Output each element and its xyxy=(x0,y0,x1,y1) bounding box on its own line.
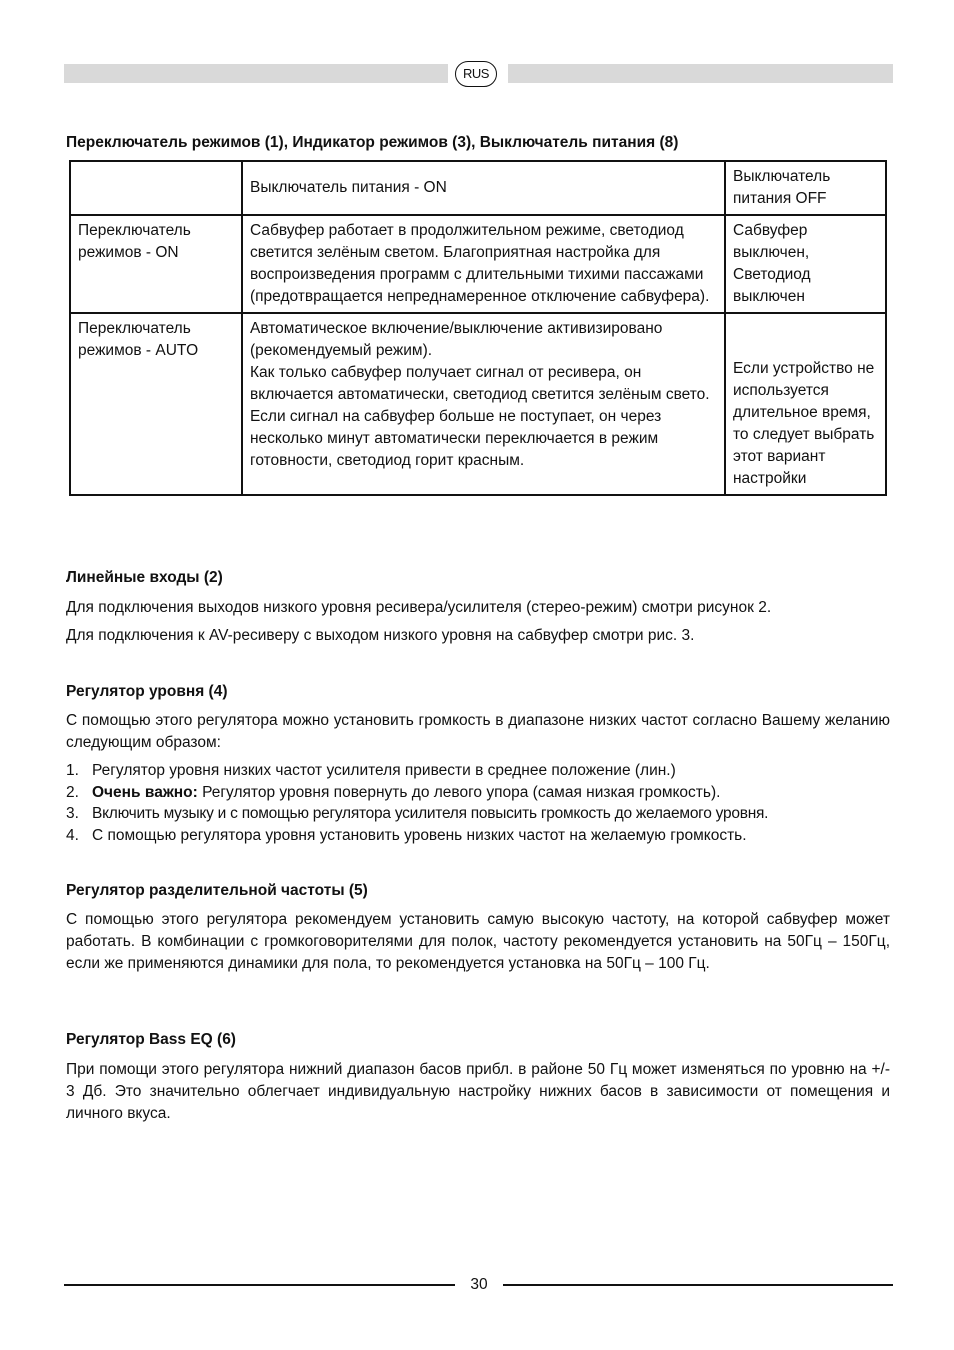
section-title: Переключатель режимов (1), Индикатор режимов (3), Выключатель питания (8) xyxy=(66,134,679,151)
bass-eq-text: При помощи этого регулятора нижний диапазон басов прибл. в районе 50 Гц может изменяться по уровню на +/- 3 Дб. Это значительно облегчает индивидуальную настройку нижних басов в зависимости от помещения и личного вкуса. xyxy=(66,1061,890,1122)
auto-line: Если сигнал на сабвуфер больше не поступает, он через несколько минут автоматически переключается в режим готовности, светодиод горит красным. xyxy=(250,408,662,469)
step-bold: Очень важно: xyxy=(92,783,198,801)
table-row xyxy=(70,215,886,313)
footer-line-left xyxy=(64,1284,455,1286)
level-steps-list xyxy=(66,760,896,846)
list-item xyxy=(66,760,896,782)
crossover-text: С помощью этого регулятора рекомендуем установить самую высокую частоту, на которой сабвуфер может работать. В комбинации с громкоговорителями для полок, частоту рекомендуется установить на 50Гц – 150Гц, если же применяются динамики для пола, то рекомендуется установка на 50Гц – 100 Гц. xyxy=(66,911,890,972)
step-number: 4. xyxy=(66,826,79,844)
line-inputs-text-2: Для подключения к AV-ресиверу с выходом низкого уровня на сабвуфер смотри рис. 3. xyxy=(66,627,695,644)
line-inputs-heading: Линейные входы (2) xyxy=(66,569,223,586)
header-bar-right xyxy=(508,64,893,83)
power-off-header: Выключатель питания OFF xyxy=(725,161,886,215)
step-text: Включить музыку и с помощью регулятора усилителя повысить громкость до желаемого уровня. xyxy=(92,805,769,822)
table-corner-cell xyxy=(70,161,242,215)
mode-auto-power-off-text xyxy=(725,313,886,495)
step-number: 2. xyxy=(66,783,79,801)
mode-auto-label: Переключатель режимов - AUTO xyxy=(70,313,242,495)
list-item xyxy=(66,825,896,847)
mode-on-power-off-text: Сабвуфер выключен, Светодиод выключен xyxy=(725,215,886,313)
power-on-header: Выключатель питания - ON xyxy=(242,161,725,215)
step-number: 3. xyxy=(66,805,79,822)
mode-auto-power-off-note: Если устройство не используется длительное время, то следует выбрать этот вариант настройки xyxy=(733,360,875,487)
language-badge: RUS xyxy=(455,61,497,87)
auto-line: Автоматическое включение/выключение активизировано (рекомендуемый режим). xyxy=(250,320,663,359)
auto-line: Как только сабвуфер получает сигнал от ресивера, он включается автоматически, светодиод светится зелёным свето. xyxy=(250,364,710,403)
step-text: Регулятор уровня низких частот усилителя привести в среднее положение (лин.) xyxy=(92,762,676,779)
list-item xyxy=(66,782,896,804)
level-intro: С помощью этого регулятора можно установить громкость в диапазоне низких частот согласно Вашему желанию следующим образом: xyxy=(66,712,890,751)
crossover-heading: Регулятор разделительной частоты (5) xyxy=(66,882,368,899)
mode-on-power-on-text: Сабвуфер работает в продолжительном режиме, светодиод светится зелёным светом. Благоприятная настройка для воспроизведения программ с длительными тихими пассажами (предотвращается непреднамеренное отключение сабвуфера). xyxy=(242,215,725,313)
step-text: Регулятор уровня повернуть до левого упора (самая низкая громкость). xyxy=(197,783,721,801)
level-heading: Регулятор уровня (4) xyxy=(66,683,228,700)
line-inputs-text-1: Для подключения выходов низкого уровня ресивера/усилителя (стерео-режим) смотри рисунок 2. xyxy=(66,599,772,616)
table-row xyxy=(70,313,886,495)
modes-table xyxy=(69,160,887,496)
header-bar-left xyxy=(64,64,448,83)
mode-auto-power-on-text xyxy=(242,313,725,495)
page-number: 30 xyxy=(470,1276,488,1293)
step-number: 1. xyxy=(66,762,79,779)
footer-line-right xyxy=(503,1284,893,1286)
table-header-row xyxy=(70,161,886,215)
list-item xyxy=(66,803,896,825)
step-text: С помощью регулятора уровня установить уровень низких частот на желаемую громкость. xyxy=(92,826,747,844)
mode-on-label: Переключатель режимов - ON xyxy=(70,215,242,313)
bass-eq-heading: Регулятор Bass EQ (6) xyxy=(66,1031,236,1048)
